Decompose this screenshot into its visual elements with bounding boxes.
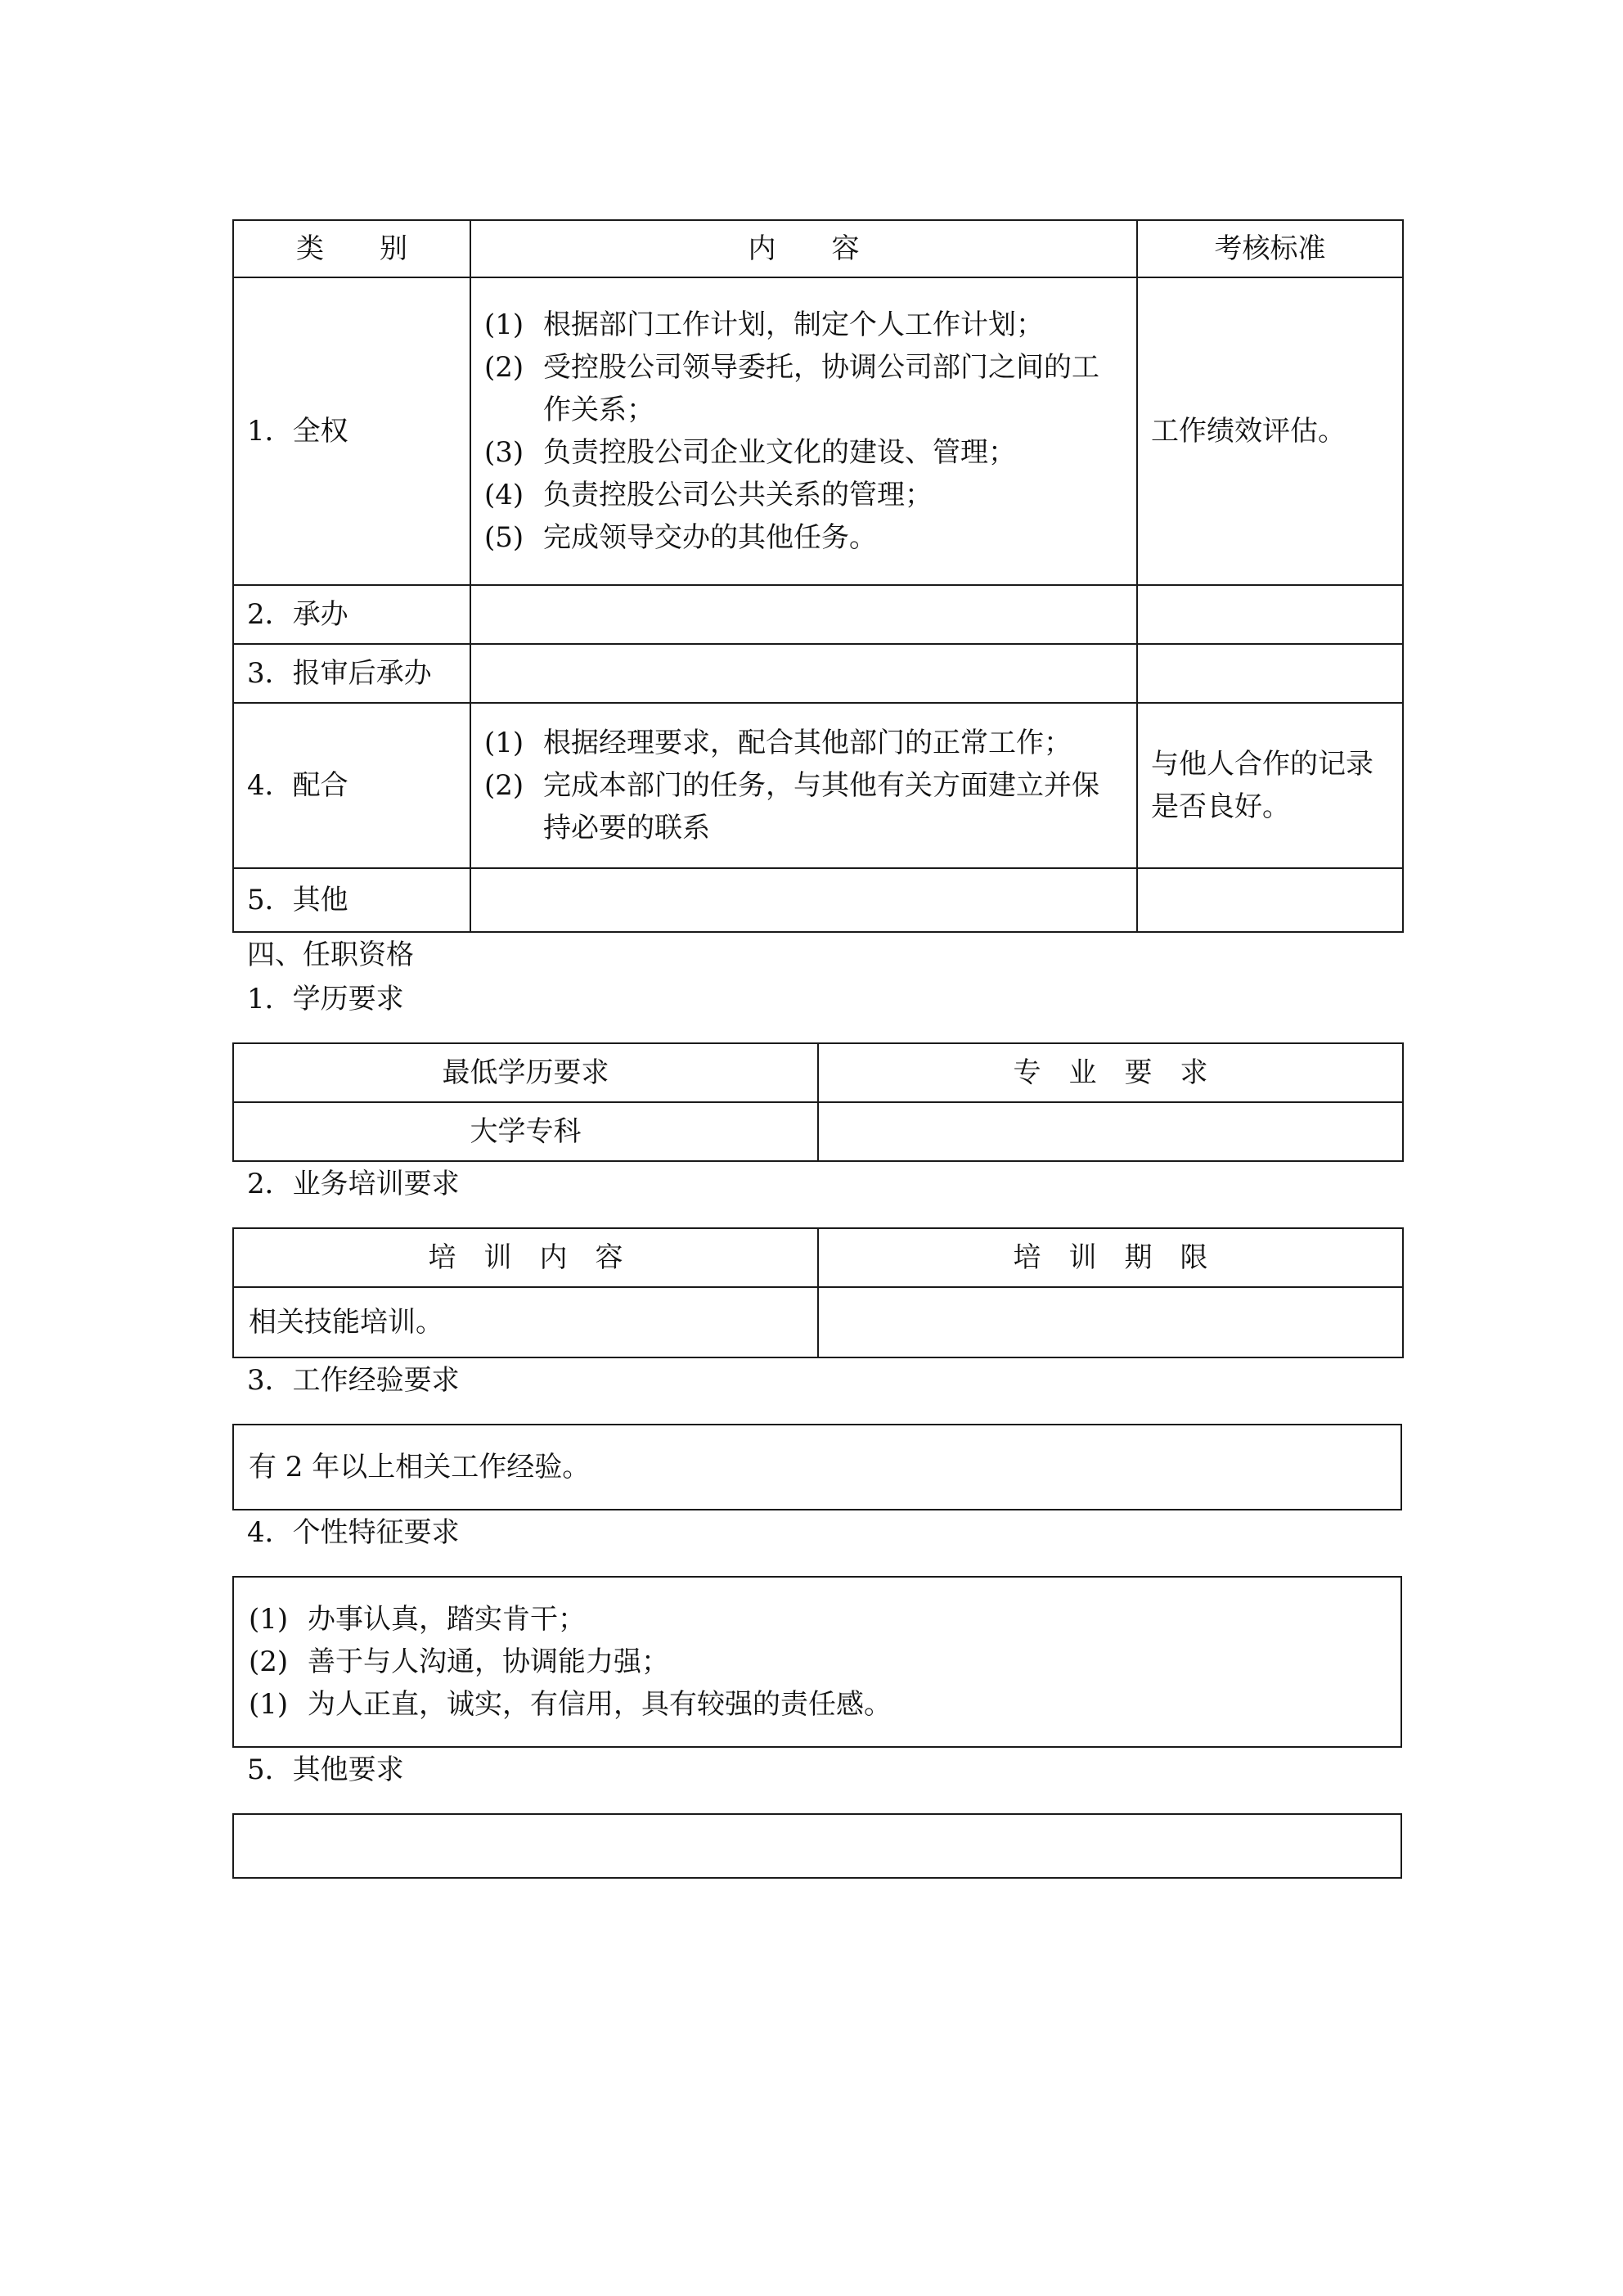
list-item: (1) 根据经理要求，配合其他部门的正常工作； [484, 727, 1072, 759]
document-page [232, 219, 1402, 1879]
table-row [233, 868, 1403, 932]
row-category: 2．承办 [233, 585, 470, 644]
training-col-content: 培 训 内 容 [233, 1228, 818, 1287]
duties-table [232, 219, 1404, 933]
list-item: (1) 办事认真，踏实肯干； [249, 1603, 586, 1636]
personality-heading: 4．个性特征要求 [247, 1516, 460, 1549]
personality-cell [233, 1577, 1401, 1747]
other-heading: 5．其他要求 [247, 1754, 404, 1786]
row-standard [1137, 585, 1403, 644]
training-col-period: 培 训 期 限 [818, 1228, 1403, 1287]
table-row [233, 1043, 1403, 1102]
table-row [233, 703, 1403, 868]
education-value-min: 大学专科 [233, 1102, 818, 1161]
training-value-period [818, 1287, 1403, 1357]
spacer [232, 1402, 1402, 1424]
row-category: 5．其他 [233, 868, 470, 932]
table-row [233, 277, 1403, 585]
row-content [470, 277, 1137, 585]
education-col-min: 最低学历要求 [233, 1043, 818, 1102]
list-item: (1) 为人正直，诚实，有信用，具有较强的责任感。 [249, 1688, 892, 1721]
personality-table [232, 1576, 1402, 1748]
row-category: 1．全权 [233, 277, 470, 585]
table-row [233, 1228, 1403, 1287]
row-category: 4．配合 [233, 703, 470, 868]
list-item: (2) 善于与人沟通，协调能力强； [249, 1645, 669, 1678]
spacer [232, 1206, 1402, 1227]
training-table [232, 1227, 1404, 1358]
education-heading: 1．学历要求 [247, 983, 404, 1015]
table-row [233, 644, 1403, 703]
row-content [470, 644, 1137, 703]
row-standard [1137, 868, 1403, 932]
row-content [470, 585, 1137, 644]
table-row [233, 585, 1403, 644]
spacer [232, 1021, 1402, 1042]
list-item: (2) 受控股公司领导委托，协调公司部门之间的工作关系； [484, 351, 1099, 426]
table-row [233, 1287, 1403, 1357]
education-value-major [818, 1102, 1403, 1161]
other-table [232, 1813, 1402, 1879]
row-standard: 与他人合作的记录是否良好。 [1137, 703, 1403, 868]
other-text [233, 1814, 1401, 1878]
experience-heading: 3．工作经验要求 [247, 1364, 460, 1397]
list-item: (1) 根据部门工作计划，制定个人工作计划； [484, 308, 1044, 341]
spacer [232, 1555, 1402, 1576]
row-content [470, 703, 1137, 868]
row-standard: 工作绩效评估。 [1137, 277, 1403, 585]
row-category: 3．报审后承办 [233, 644, 470, 703]
education-col-major: 专 业 要 求 [818, 1043, 1403, 1102]
row-standard [1137, 644, 1403, 703]
table-row [233, 1425, 1401, 1510]
header-category: 类 别 [233, 220, 470, 277]
section-title: 四、任职资格 [247, 939, 414, 971]
table-row [233, 1577, 1401, 1747]
duties-header-row [233, 220, 1403, 277]
header-content: 内 容 [470, 220, 1137, 277]
row-content [470, 868, 1137, 932]
personality-list [249, 1598, 1386, 1726]
list-item: (2) 完成本部门的任务，与其他有关方面建立并保持必要的联系 [484, 769, 1099, 844]
training-heading: 2．业务培训要求 [247, 1168, 460, 1200]
training-value-content: 相关技能培训。 [233, 1287, 818, 1357]
list-item: (3) 负责控股公司企业文化的建设、管理； [484, 436, 1016, 469]
list-item: (4) 负责控股公司公共关系的管理； [484, 479, 933, 511]
experience-text: 有 2 年以上相关工作经验。 [233, 1425, 1401, 1510]
education-table [232, 1042, 1404, 1162]
table-row [233, 1102, 1403, 1161]
spacer [232, 1792, 1402, 1813]
content-list [484, 304, 1123, 559]
header-standard: 考核标准 [1137, 220, 1403, 277]
content-list [484, 722, 1123, 849]
table-row [233, 1814, 1401, 1878]
list-item: (5) 完成领导交办的其他任务。 [484, 521, 877, 554]
experience-table [232, 1424, 1402, 1510]
